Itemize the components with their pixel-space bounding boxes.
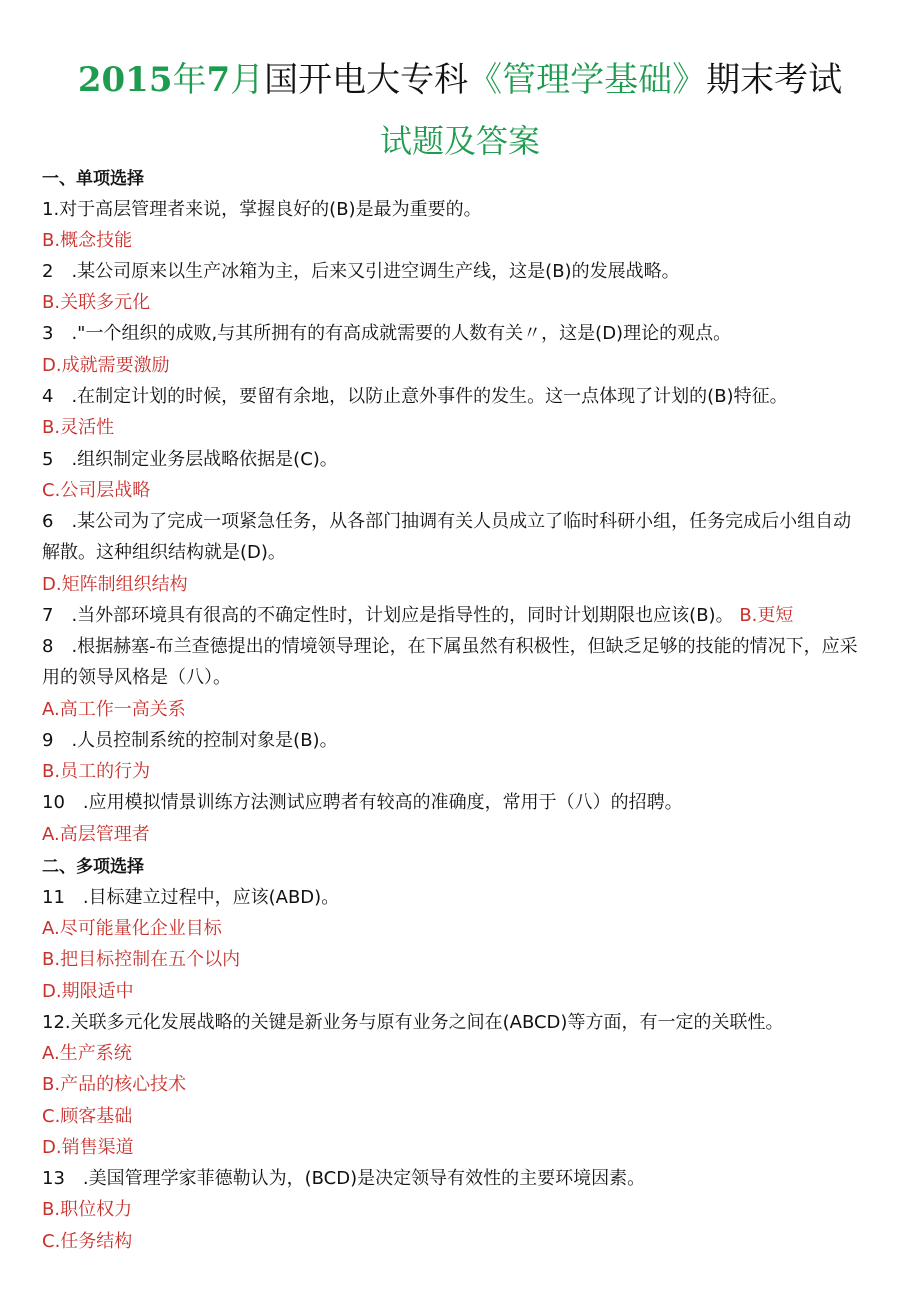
answer-5: C.公司层战略 <box>42 480 151 501</box>
answer-12-a: A.生产系统 <box>42 1043 132 1064</box>
answer-11-b: B.把目标控制在五个以内 <box>42 949 241 970</box>
answer-13-b: B.职位权力 <box>42 1199 133 1220</box>
section-heading-single-choice: 一、单项选择 <box>42 169 144 189</box>
answer-1: B.概念技能 <box>42 230 133 251</box>
question-3: 3 ."一个组织的成败,与其所拥有的有高成就需要的人数有关〃，这是(D)理论的观点。 <box>42 323 732 344</box>
title-month: 7 <box>206 60 231 100</box>
answer-13-c: C.任务结构 <box>42 1231 133 1252</box>
question-10: 10 .应用模拟情景训练方法测试应聘者有较高的准确度，常用于（八）的招聘。 <box>42 792 683 813</box>
question-9: 9 .人员控制系统的控制对象是(B)。 <box>42 730 338 751</box>
answer-11-a: A.尽可能量化企业目标 <box>42 918 222 939</box>
question-1: 1.对于高层管理者来说，掌握良好的(B)是最为重要的。 <box>42 199 482 220</box>
title-nian: 年 <box>172 60 207 100</box>
answer-12-c: C.顾客基础 <box>42 1106 133 1127</box>
question-11: 11 .目标建立过程中，应该(ABD)。 <box>42 887 340 908</box>
document-title <box>0 52 920 101</box>
section-heading-multiple-choice: 二、多项选择 <box>42 857 144 877</box>
answer-9: B.员工的行为 <box>42 761 151 782</box>
answer-4: B.灵活性 <box>42 417 115 438</box>
question-13: 13 .美国管理学家菲德勒认为，(BCD)是决定领导有效性的主要环境因素。 <box>42 1168 646 1189</box>
answer-12-d: D.销售渠道 <box>42 1137 134 1158</box>
question-2: 2 .某公司原来以生产冰箱为主，后来又引进空调生产线，这是(B)的发展战略。 <box>42 261 680 282</box>
answer-2: B.关联多元化 <box>42 292 151 313</box>
title-year: 2015 <box>77 60 173 100</box>
answer-10: A.高层管理者 <box>42 824 150 845</box>
question-12: 12.关联多元化发展战略的关键是新业务与原有业务之间在(ABCD)等方面，有一定的关联性。 <box>42 1012 784 1033</box>
answer-8: A.高工作一高关系 <box>42 699 186 720</box>
question-6-line-1: 6 .某公司为了完成一项紧急任务，从各部门抽调有关人员成立了临时科研小组，任务完成后小组自动 <box>42 511 852 532</box>
question-6-line-2: 解散。这种组织结构就是(D)。 <box>42 542 286 563</box>
answer-11-d: D.期限适中 <box>42 981 134 1002</box>
title-yue: 月 <box>230 60 265 100</box>
document-subtitle: 试题及答案 <box>379 122 540 160</box>
answer-6: D.矩阵制组织结构 <box>42 574 188 595</box>
question-8-line-1: 8 .根据赫塞-布兰查德提出的情境领导理论，在下属虽然有积极性，但缺乏足够的技能的情况下，应采 <box>42 636 858 657</box>
question-7-text: 7 .当外部环境具有很高的不确定性时，计划应是指导性的，同时计划期限也应该(B)。 <box>42 605 734 626</box>
answer-12-b: B.产品的核心技术 <box>42 1074 187 1095</box>
question-4: 4 .在制定计划的时候，要留有余地，以防止意外事件的发生。这一点体现了计划的(B)特征。 <box>42 386 788 407</box>
title-main: 国开电大专科 <box>264 60 469 100</box>
question-8-line-2: 用的领导风格是（八）。 <box>42 667 231 688</box>
title-tail: 期末考试 <box>706 60 843 100</box>
answer-3: D.成就需要激励 <box>42 355 170 376</box>
question-5: 5 .组织制定业务层战略依据是(C)。 <box>42 449 338 470</box>
question-7 <box>42 604 793 628</box>
title-course: 《管理学基础》 <box>468 60 707 100</box>
answer-7: B.更短 <box>739 605 794 626</box>
